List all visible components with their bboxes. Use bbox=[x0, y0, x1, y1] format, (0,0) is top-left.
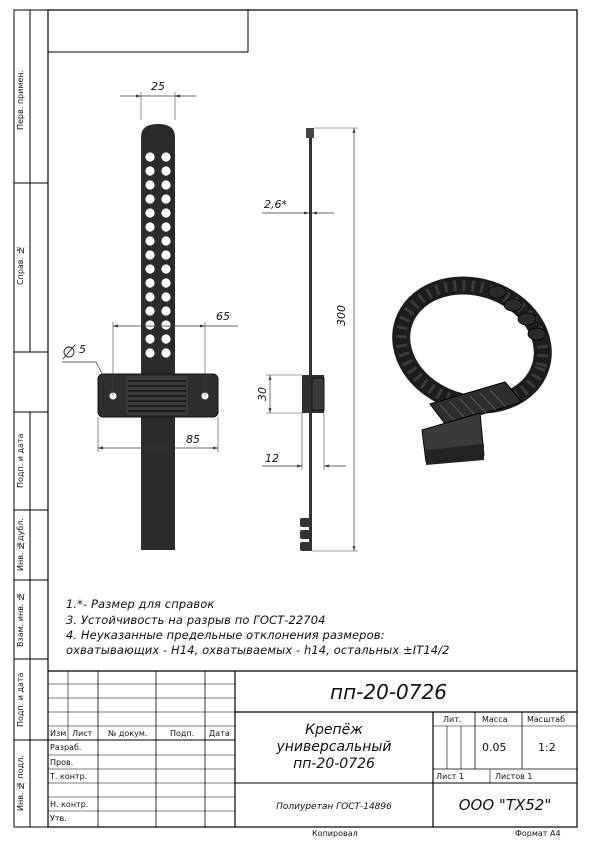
material: Полиуретан ГОСТ-14896 bbox=[276, 802, 392, 812]
side-view bbox=[300, 128, 324, 551]
strap-hole bbox=[161, 166, 170, 175]
dim-width-25: 25 bbox=[151, 80, 165, 93]
hdr-data: Дата bbox=[209, 729, 230, 738]
strap-hole bbox=[145, 250, 154, 259]
lit-label: Лит. bbox=[443, 715, 462, 724]
dim-span-65: 65 bbox=[216, 310, 230, 323]
strap-hole bbox=[145, 152, 154, 161]
strap-hole bbox=[145, 194, 154, 203]
role-tkontr: Т. контр. bbox=[50, 772, 88, 781]
note-3: 3. Устойчивость на разрыв по ГОСТ-22704 bbox=[66, 613, 326, 627]
strap-hole bbox=[145, 166, 154, 175]
strap-hole bbox=[161, 264, 170, 273]
dim-buckle-85: 85 bbox=[186, 433, 200, 446]
organization: ООО "ТХ52" bbox=[458, 796, 552, 814]
list-label: Лист 1 bbox=[436, 772, 464, 781]
note-4-tolerance: ±IT14/2 bbox=[403, 643, 450, 657]
item-name-line2: универсальный bbox=[276, 739, 392, 755]
role-prov: Пров. bbox=[50, 758, 74, 767]
masshtab-label: Масштаб bbox=[527, 715, 566, 724]
strap-hole bbox=[145, 236, 154, 245]
format: Формат А4 bbox=[515, 829, 561, 838]
strap-hole bbox=[161, 194, 170, 203]
label-sprav-no: Справ. № bbox=[16, 245, 25, 285]
strap-hole bbox=[145, 348, 154, 357]
strap-hole bbox=[161, 306, 170, 315]
strap-hole bbox=[161, 236, 170, 245]
strap-hole bbox=[161, 334, 170, 343]
dim-hole-d5: 5 bbox=[79, 343, 86, 356]
note-4: 4. Неуказанные предельные отклонения размеров: bbox=[66, 628, 385, 642]
dim-buckle-width-12: 12 bbox=[265, 452, 279, 465]
strap-hole bbox=[145, 180, 154, 189]
label-podp-data-2: Подп. и дата bbox=[16, 672, 25, 727]
dim-buckle-height-30: 30 bbox=[256, 387, 269, 401]
kopiroval: Копировал bbox=[312, 829, 358, 838]
hdr-dokum: № докум. bbox=[108, 729, 148, 738]
strap-hole bbox=[145, 208, 154, 217]
role-razrab: Разраб. bbox=[50, 743, 82, 752]
note-4-continued bbox=[66, 643, 450, 657]
hdr-list: Лист bbox=[72, 729, 93, 738]
dim-length-300: 300 bbox=[335, 305, 348, 326]
label-inv-podl: Инв. № подл. bbox=[16, 755, 25, 812]
massa-label: Масса bbox=[482, 715, 508, 724]
strap-hole bbox=[161, 292, 170, 301]
strap-hole bbox=[161, 208, 170, 217]
isometric-view bbox=[386, 268, 559, 465]
strap-hole bbox=[161, 180, 170, 189]
strap-hole bbox=[145, 264, 154, 273]
item-name-line1: Крепёж bbox=[305, 722, 363, 738]
item-name-line3: пп-20-0726 bbox=[293, 756, 375, 772]
strap-hole bbox=[145, 306, 154, 315]
dim-thickness-26: 2,6* bbox=[264, 198, 287, 211]
front-view bbox=[98, 124, 218, 550]
strap-hole bbox=[161, 348, 170, 357]
strap-hole bbox=[161, 320, 170, 329]
note-4-text: охватывающих - H14, охватываемых - h14, остальных bbox=[66, 643, 404, 657]
hdr-podp: Подп. bbox=[170, 729, 195, 738]
label-vzam-inv: Взам. инв. № bbox=[16, 592, 25, 647]
note-1: 1.*- Размер для справок bbox=[66, 597, 215, 611]
designation: пп-20-0726 bbox=[330, 680, 447, 704]
strap-hole bbox=[161, 152, 170, 161]
top-left-box bbox=[48, 10, 248, 52]
hdr-izm: Изм bbox=[50, 729, 67, 738]
label-perv-primen: Перв. примен. bbox=[16, 69, 25, 131]
role-utv: Утв. bbox=[50, 814, 67, 823]
strap-hole bbox=[145, 334, 154, 343]
strap-hole bbox=[145, 292, 154, 301]
role-nkontr: Н. контр. bbox=[50, 800, 89, 809]
massa-value: 0.05 bbox=[482, 741, 507, 754]
strap-hole bbox=[145, 320, 154, 329]
strap-hole bbox=[161, 278, 170, 287]
masshtab-value: 1:2 bbox=[538, 741, 556, 754]
strap-hole bbox=[161, 222, 170, 231]
label-inv-dubl: Инв. №дубл. bbox=[16, 518, 25, 572]
label-podp-data-1: Подп. и дата bbox=[16, 433, 25, 489]
listov-label: Листов 1 bbox=[495, 772, 533, 781]
strap-hole bbox=[161, 250, 170, 259]
strap-hole bbox=[145, 222, 154, 231]
strap-hole bbox=[145, 278, 154, 287]
